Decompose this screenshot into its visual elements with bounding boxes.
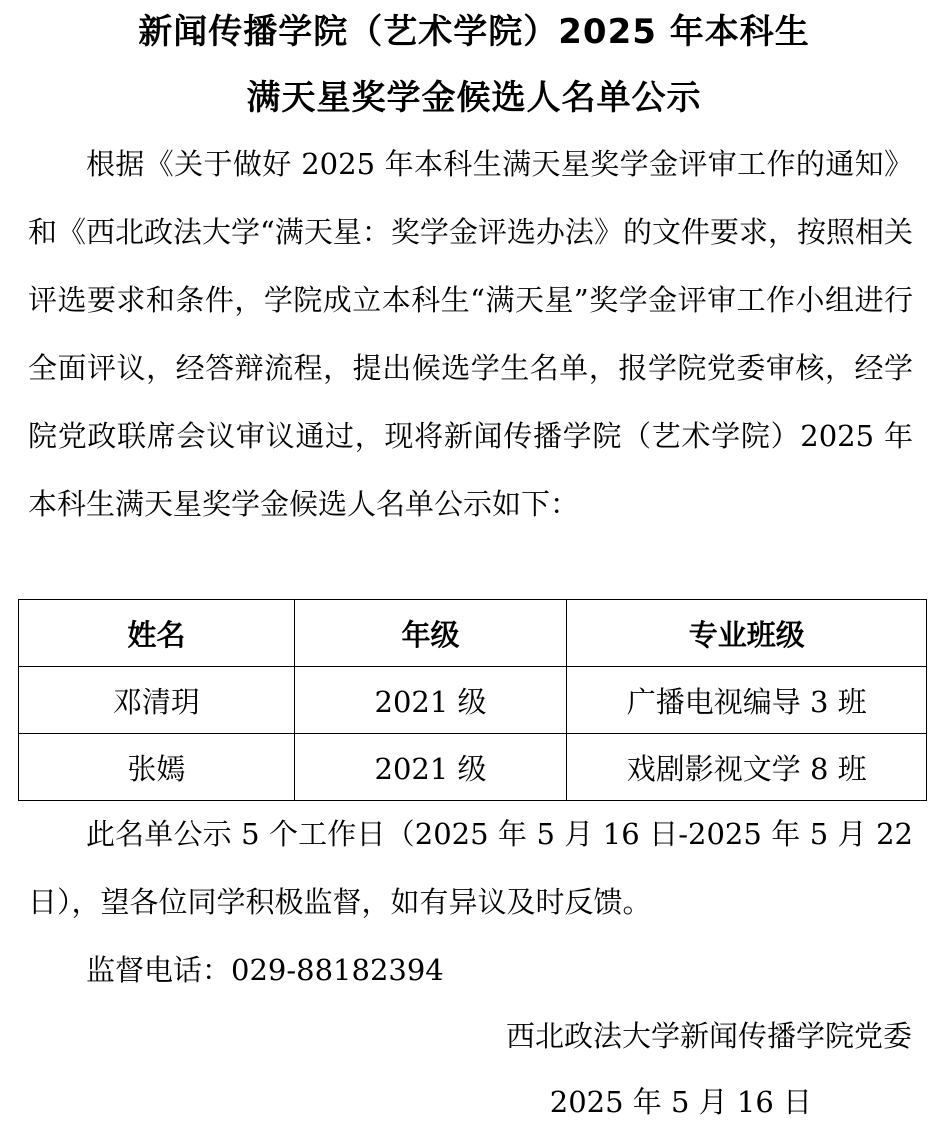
header-name: 姓名 — [19, 600, 295, 667]
intro-paragraph: 根据《关于做好 2025 年本科生满天星奖学金评审工作的通知》和《西北政法大学“满天星：奖学金评选办法》的文件要求，按照相关评选要求和条件，学院成立本科生“满天星”奖学金评审工作小组进行全面评议，经答辩流程，提出候选学生名单，报学院党委审核，经学院党政联席会议审议通过，现将新闻传播学院（艺术学院）2025 年本科生满天星奖学金候选人名单公示如下： — [28, 147, 913, 521]
table-row — [19, 734, 927, 801]
cell-name: 邓清玥 — [19, 667, 295, 734]
signature-date: 2025 年 5 月 16 日 — [549, 1085, 812, 1119]
cell-major-class: 广播电视编导 3 班 — [567, 667, 927, 734]
cell-name: 张嫣 — [19, 734, 295, 801]
page-title-line-1: 新闻传播学院（艺术学院）2025 年本科生 — [138, 12, 810, 52]
cell-grade: 2021 级 — [294, 667, 567, 734]
table-row — [19, 667, 927, 734]
header-grade: 年级 — [294, 600, 567, 667]
cell-grade: 2021 级 — [294, 734, 567, 801]
notice-paragraph: 此名单公示 5 个工作日（2025 年 5 月 16 日-2025 年 5 月 22 日），望各位同学积极监督，如有异议及时反馈。 — [28, 817, 913, 919]
table-header-row — [19, 600, 927, 667]
header-major-class: 专业班级 — [567, 600, 927, 667]
page-title-line-2: 满天星奖学金候选人名单公示 — [246, 78, 702, 118]
signature-organization: 西北政法大学新闻传播学院党委 — [505, 1019, 912, 1053]
cell-major-class: 戏剧影视文学 8 班 — [567, 734, 927, 801]
candidate-table — [18, 599, 927, 801]
contact-phone: 监督电话：029-88182394 — [86, 953, 444, 987]
